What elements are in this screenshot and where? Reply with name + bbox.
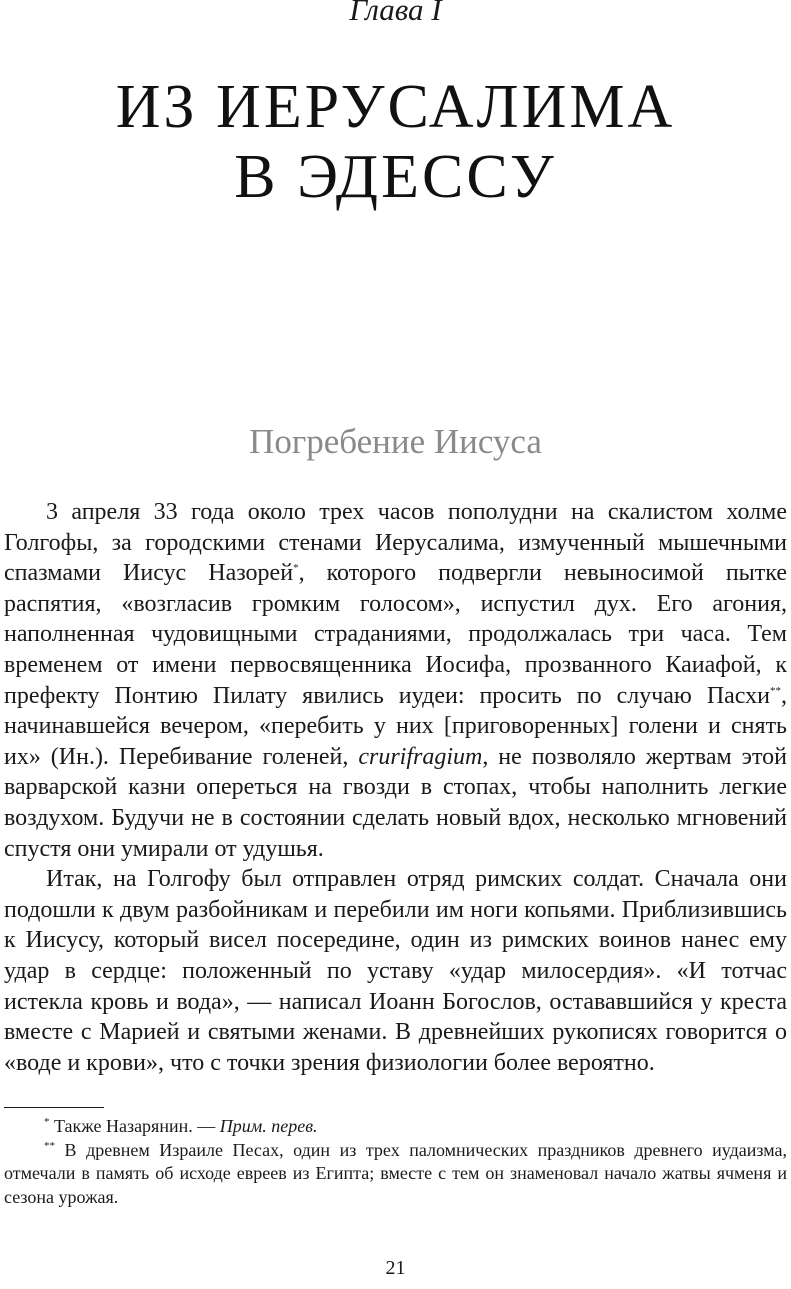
- footnote-1-mark: *: [44, 1116, 50, 1128]
- paragraph-1: [4, 497, 787, 864]
- chapter-title-line-2: В ЭДЕССУ: [234, 143, 557, 211]
- chapter-label: Глава I: [349, 0, 442, 27]
- paragraph-2: Итак, на Голгофу был отправлен отряд римских солдат. Сначала они подошли к двум разбойникам и перебили им ноги копьями. Приблизившись к Иисусу, который висел посередине, один из римских воинов нанес ему удар в сердце: положенный по уставу «удар милосердия». «И тотчас истекла кровь и вода», — написал Иоанн Богослов, остававшийся у креста вместе с Марией и святыми женами. В древнейших рукописях говорится о «воде и крови», что с точки зрения физиологии более вероятно.: [4, 866, 787, 1076]
- paragraph-1-text-a: 3 апреля 33 года около трех часов пополудни на скалистом холме Голгофы, за городскими стенами Иерусалима, измученный мышечными спазмами Иисус Назорей: [4, 499, 787, 587]
- footnote-1: [4, 1115, 787, 1139]
- body-text: [4, 497, 787, 1078]
- paragraph-1-text-c: , начинавшейся вечером, «перебить у них [приговоренных] голени и снять их» (Ин.). Перебивание голеней,: [4, 682, 787, 770]
- footnotes: [4, 1115, 787, 1209]
- footnote-divider: [4, 1107, 104, 1108]
- latin-term: crurifragium: [358, 743, 483, 770]
- footnote-ref-2: **: [770, 684, 781, 697]
- footnote-2-text: В древнем Израиле Песах, один из трех паломнических праздников древнего иудаизма, отмечали в память об исходе евреев из Египта; вместе с тем он знаменовал начало жатвы ячменя и сезона урожая.: [4, 1139, 787, 1207]
- page-number: 21: [385, 1257, 406, 1279]
- paragraph-1-text-d: , не позволяло жертвам этой варварской казни опереться на гвозди в стопах, чтобы наполнить легкие воздухом. Будучи не в состоянии сделать новый вдох, несколько мгновений спустя они умирали от удушья.: [4, 743, 787, 862]
- paragraph-1-text-b: , которого подвергли невыносимой пытке распятия, «возгласив громким голосом», испустил дух. Его агония, наполненная чудовищными страданиями, продолжалась три часа. Тем временем от имени первосвященника Иосифа, прозванного Каиафой, к префекту Понтию Пилату явились иудеи: просить по случаю Пасхи: [4, 560, 787, 709]
- chapter-title-line-1: ИЗ ИЕРУСАЛИМА: [115, 73, 676, 141]
- footnote-2: [4, 1139, 787, 1210]
- section-title: Погребение Иисуса: [249, 422, 542, 461]
- footnote-2-mark: **: [44, 1139, 55, 1152]
- footnote-1-note: Прим. перев.: [219, 1116, 318, 1136]
- footnote-ref-1: *: [293, 562, 299, 575]
- footnote-1-text: Также Назарянин. —: [49, 1116, 220, 1136]
- chapter-title: [0, 72, 791, 212]
